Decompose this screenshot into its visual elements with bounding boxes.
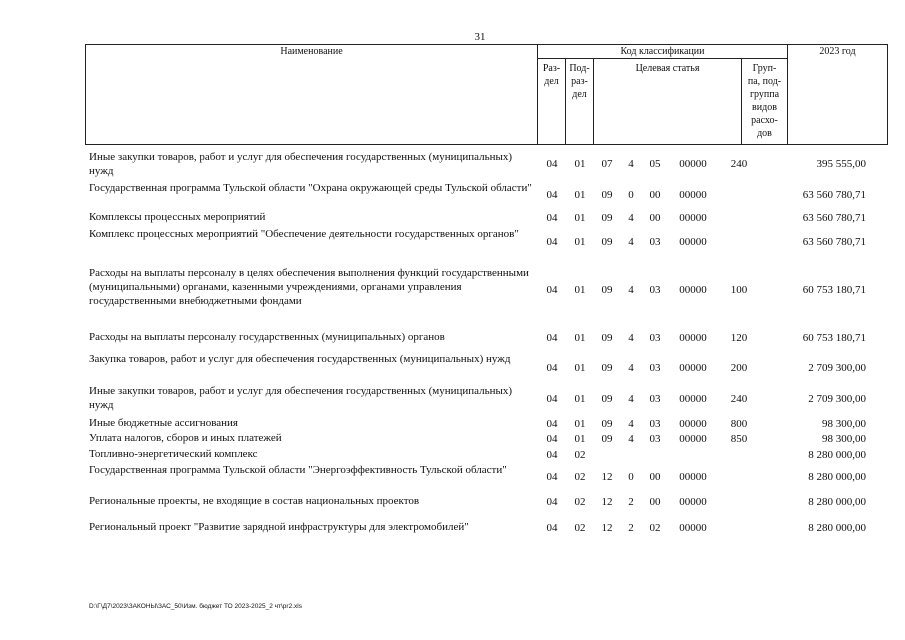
row-expense: 800 — [730, 418, 748, 430]
row-name: Уплата налогов, сборов и иных платежей — [89, 432, 282, 444]
row-type: 4 — [628, 212, 634, 224]
row-type: 4 — [628, 332, 634, 344]
row-type: 4 — [628, 433, 634, 445]
row-group: 03 — [649, 284, 661, 296]
row-amount: 60 753 180,71 — [802, 332, 866, 344]
row-direction: 00000 — [679, 496, 707, 508]
row-section: 04 — [546, 236, 558, 248]
row-name: Иные закупки товаров, работ и услуг для обеспечения государственных (муниципальных) нужд — [89, 151, 513, 177]
row-name: Иные бюджетные ассигнования — [89, 417, 238, 429]
row-direction: 00000 — [679, 393, 707, 405]
row-direction: 00000 — [679, 522, 707, 534]
row-direction: 00000 — [679, 362, 707, 374]
row-group: 03 — [649, 332, 661, 344]
row-group: 05 — [649, 158, 661, 170]
row-subsection: 01 — [574, 189, 586, 201]
row-subsection: 01 — [574, 158, 586, 170]
row-program: 12 — [601, 522, 613, 534]
row-amount: 63 560 780,71 — [802, 236, 866, 248]
row-program: 09 — [601, 284, 613, 296]
row-name: Комплекс процессных мероприятий "Обеспечение деятельности государственных органов" — [89, 228, 519, 240]
row-direction: 00000 — [679, 284, 707, 296]
row-type: 2 — [628, 496, 634, 508]
header-section-line: дел — [544, 76, 559, 87]
row-section: 04 — [546, 433, 558, 445]
row-subsection: 02 — [574, 471, 586, 483]
header-subsection-line: дел — [572, 89, 587, 100]
row-name: Региональные проекты, не входящие в состав национальных проектов — [89, 495, 420, 507]
row-program: 09 — [601, 236, 613, 248]
row-expense: 120 — [730, 332, 748, 344]
header-classification: Код классификации — [538, 45, 788, 59]
row-type: 0 — [628, 189, 634, 201]
row-amount: 63 560 780,71 — [802, 212, 866, 224]
row-expense: 240 — [730, 158, 748, 170]
row-program: 12 — [601, 496, 613, 508]
header-name: Наименование — [86, 45, 538, 145]
row-subsection: 01 — [574, 362, 586, 374]
row-name: Иные закупки товаров, работ и услуг для обеспечения государственных (муниципальных) нужд — [89, 385, 513, 411]
row-name: Расходы на выплаты персоналу государственных (муниципальных) органов — [89, 331, 445, 343]
row-section: 04 — [546, 332, 558, 344]
row-program: 12 — [601, 471, 613, 483]
row-program: 09 — [601, 393, 613, 405]
row-program: 09 — [601, 362, 613, 374]
row-direction: 00000 — [679, 189, 707, 201]
row-direction: 00000 — [679, 212, 707, 224]
row-amount: 98 300,00 — [822, 418, 866, 430]
row-subsection: 01 — [574, 332, 586, 344]
row-group: 00 — [649, 212, 661, 224]
row-name: Комплексы процессных мероприятий — [89, 211, 266, 223]
row-subsection: 01 — [574, 236, 586, 248]
header-expense-line: па, под- — [747, 76, 782, 87]
row-expense: 100 — [730, 284, 748, 296]
header-expense-line: видов — [752, 102, 777, 113]
row-section: 04 — [546, 362, 558, 374]
row-group: 03 — [649, 418, 661, 430]
row-amount: 63 560 780,71 — [802, 189, 866, 201]
row-type: 4 — [628, 284, 634, 296]
row-name: Расходы на выплаты персоналу в целях обеспечения выполнения функций государственными (муниципальными) органами, казенными учреждениями, органами управления государственными внебюджетными фондами — [89, 267, 529, 307]
row-group: 00 — [649, 471, 661, 483]
row-expense: 240 — [730, 393, 748, 405]
row-group: 03 — [649, 433, 661, 445]
row-name: Закупка товаров, работ и услуг для обеспечения государственных (муниципальных) нужд — [89, 353, 511, 365]
row-direction: 00000 — [679, 471, 707, 483]
row-amount: 395 555,00 — [816, 158, 866, 170]
row-section: 04 — [546, 158, 558, 170]
row-direction: 00000 — [679, 158, 707, 170]
row-subsection: 01 — [574, 393, 586, 405]
header-section-line: Раз- — [542, 63, 561, 74]
row-amount: 2 709 300,00 — [808, 393, 866, 405]
row-name: Государственная программа Тульской области "Охрана окружающей среды Тульской области" — [89, 182, 532, 194]
row-subsection: 01 — [574, 284, 586, 296]
row-expense: 850 — [730, 433, 748, 445]
row-group: 03 — [649, 362, 661, 374]
row-group: 03 — [649, 393, 661, 405]
header-target-article: Целевая статья — [594, 59, 742, 145]
row-program: 09 — [601, 212, 613, 224]
row-section: 04 — [546, 284, 558, 296]
row-section: 04 — [546, 496, 558, 508]
row-name: Региональный проект "Развитие зарядной инфраструктуры для электромобилей" — [89, 521, 469, 533]
header-year: 2023 год — [788, 45, 888, 145]
row-group: 00 — [649, 496, 661, 508]
row-amount: 8 280 000,00 — [808, 522, 866, 534]
row-group: 02 — [649, 522, 661, 534]
row-type: 4 — [628, 236, 634, 248]
row-type: 4 — [628, 393, 634, 405]
header-expense-line: группа — [749, 89, 780, 100]
row-program: 07 — [601, 158, 613, 170]
row-direction: 00000 — [679, 236, 707, 248]
row-type: 4 — [628, 158, 634, 170]
row-section: 04 — [546, 212, 558, 224]
header-subsection-line: раз- — [571, 76, 588, 87]
row-name: Топливно-энергетический комплекс — [89, 448, 258, 460]
header-expense-line: расхо- — [751, 115, 778, 126]
row-name: Государственная программа Тульской области "Энергоэффективность Тульской области" — [89, 464, 507, 476]
row-section: 04 — [546, 449, 558, 461]
row-section: 04 — [546, 471, 558, 483]
header-expense-line: Груп- — [752, 63, 777, 74]
row-section: 04 — [546, 522, 558, 534]
row-direction: 00000 — [679, 433, 707, 445]
row-direction: 00000 — [679, 418, 707, 430]
row-program: 09 — [601, 418, 613, 430]
row-expense: 200 — [730, 362, 748, 374]
row-amount: 8 280 000,00 — [808, 471, 866, 483]
row-section: 04 — [546, 418, 558, 430]
row-type: 0 — [628, 471, 634, 483]
row-group: 00 — [649, 189, 661, 201]
row-subsection: 01 — [574, 212, 586, 224]
row-subsection: 01 — [574, 433, 586, 445]
page-number: 31 — [474, 31, 486, 43]
row-section: 04 — [546, 393, 558, 405]
row-type: 4 — [628, 418, 634, 430]
row-program: 09 — [601, 189, 613, 201]
row-amount: 98 300,00 — [822, 433, 866, 445]
row-type: 4 — [628, 362, 634, 374]
file-path-footer: D:\Г\Д7\2023\ЗАКОНЫ\ЗАС_50\Изм. бюджет ТО 2023-2025_2 чт\pr2.xls — [89, 603, 302, 610]
row-amount: 60 753 180,71 — [802, 284, 866, 296]
row-amount: 8 280 000,00 — [808, 449, 866, 461]
row-group: 03 — [649, 236, 661, 248]
row-amount: 2 709 300,00 — [808, 362, 866, 374]
row-section: 04 — [546, 189, 558, 201]
row-amount: 8 280 000,00 — [808, 496, 866, 508]
header-expense-line: дов — [757, 128, 772, 139]
row-program: 09 — [601, 433, 613, 445]
row-program: 09 — [601, 332, 613, 344]
row-type: 2 — [628, 522, 634, 534]
header-subsection-line: Под- — [569, 63, 590, 74]
row-subsection: 02 — [574, 496, 586, 508]
row-subsection: 01 — [574, 418, 586, 430]
row-direction: 00000 — [679, 332, 707, 344]
row-subsection: 02 — [574, 522, 586, 534]
row-subsection: 02 — [574, 449, 586, 461]
